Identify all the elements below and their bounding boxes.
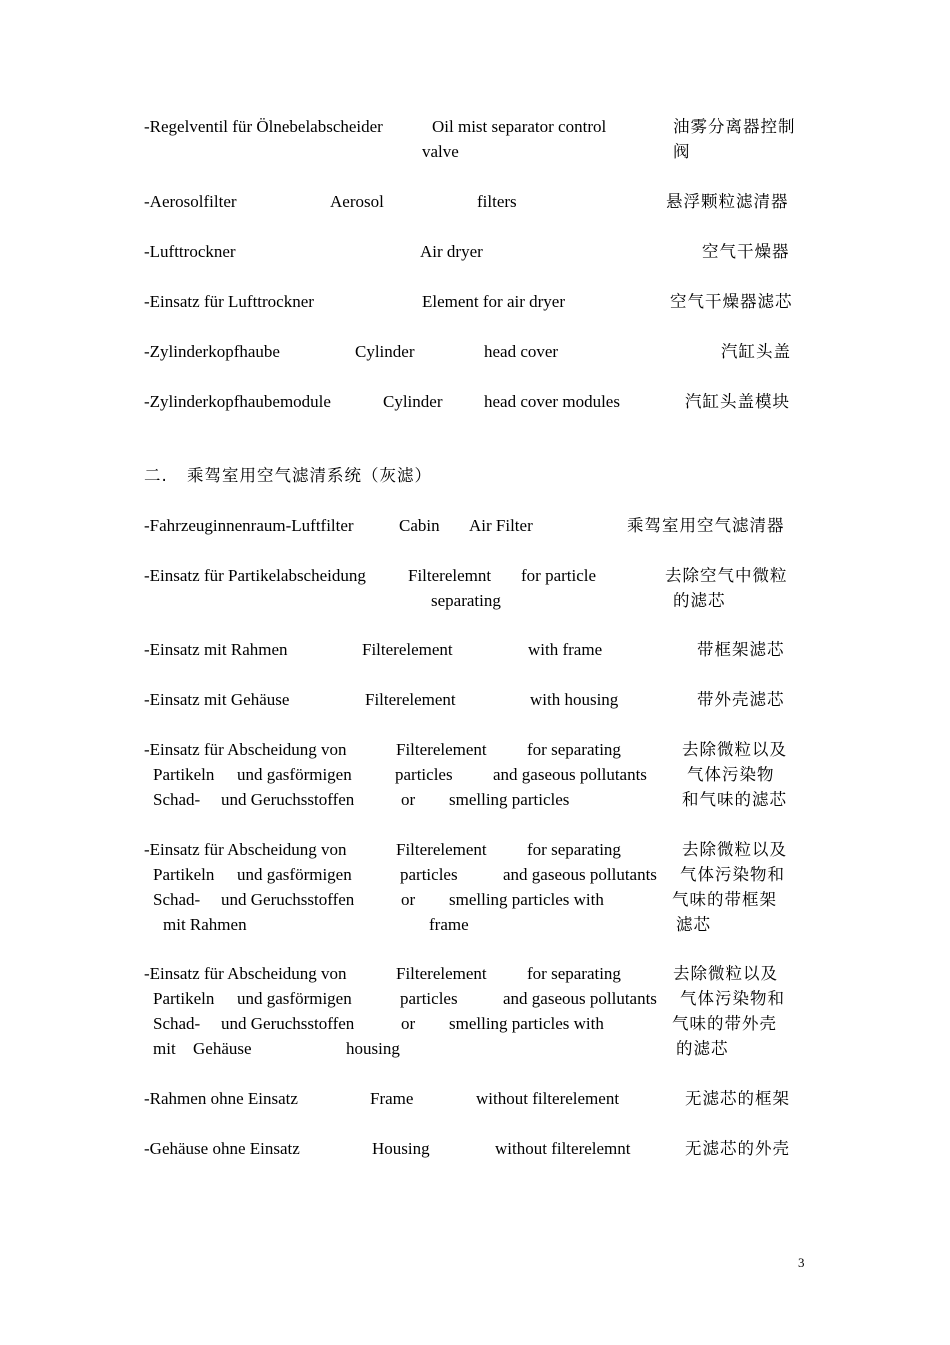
- entry-zh: 乘驾室用空气滤清器: [627, 516, 785, 535]
- entry-en: Cylinder: [355, 342, 415, 361]
- entry-zh: 空气干燥器滤芯: [670, 292, 793, 311]
- page-number: 3: [798, 1255, 805, 1270]
- entry-en: for particle: [521, 566, 597, 585]
- entry-en: Element for air dryer: [422, 292, 566, 311]
- entry-en: with housing: [530, 690, 619, 709]
- entry-zh: 气味的带外壳: [672, 1014, 777, 1033]
- entry-en: valve: [422, 142, 459, 161]
- entry-en: or: [401, 1014, 416, 1033]
- entry-en: Filterelemnt: [408, 566, 492, 585]
- entry-de: -Einsatz mit Rahmen: [144, 640, 288, 659]
- entry-en: and gaseous pollutants: [503, 989, 657, 1008]
- entry-de: -Einsatz für Lufttrockner: [144, 292, 314, 311]
- entry-de: -Aerosolfilter: [144, 192, 237, 211]
- entry-en: and gaseous pollutants: [493, 765, 647, 784]
- entry-en: head cover: [484, 342, 559, 361]
- entry-en: Filterelement: [365, 690, 456, 709]
- entry-de: -Rahmen ohne Einsatz: [144, 1089, 298, 1108]
- entry-de: -Zylinderkopfhaube: [144, 342, 280, 361]
- entry-zh: 滤芯: [676, 915, 711, 934]
- entry-en: particles: [395, 765, 453, 784]
- entry-de: -Einsatz mit Gehäuse: [144, 690, 290, 709]
- entry-zh: 去除微粒以及: [673, 964, 778, 983]
- section-number: 二.: [144, 466, 168, 485]
- entry-de: Partikeln: [153, 765, 215, 784]
- entry-zh: 气味的带框架: [672, 890, 777, 909]
- entry-en: Cylinder: [383, 392, 443, 411]
- entry-zh: 带外壳滤芯: [697, 690, 785, 709]
- entry-zh: 无滤芯的框架: [685, 1089, 790, 1108]
- entry-zh: 悬浮颗粒滤清器: [666, 192, 789, 211]
- entry-en: for separating: [527, 740, 621, 759]
- entry-zh: 去除微粒以及: [682, 840, 787, 859]
- entry-en: separating: [431, 591, 501, 610]
- entry-en: Air Filter: [469, 516, 533, 535]
- entry-de: und Geruchsstoffen: [221, 790, 355, 809]
- entry-zh: 汽缸头盖模块: [685, 392, 790, 411]
- entry-en: Filterelement: [396, 840, 487, 859]
- entry-de: -Zylinderkopfhaubemodule: [144, 392, 331, 411]
- entry-en: or: [401, 890, 416, 909]
- entry-zh: 空气干燥器: [702, 242, 790, 261]
- entry-en: Air dryer: [420, 242, 483, 261]
- entry-de: mit: [153, 1039, 176, 1058]
- entry-de: Gehäuse: [193, 1039, 252, 1058]
- entry-de: -Einsatz für Abscheidung von: [144, 840, 347, 859]
- entry-zh: 无滤芯的外壳: [685, 1139, 790, 1158]
- entry-de: -Lufttrockner: [144, 242, 236, 261]
- entry-en: smelling particles with: [449, 890, 604, 909]
- entry-en: or: [401, 790, 416, 809]
- entry-en: and gaseous pollutants: [503, 865, 657, 884]
- entry-de: -Einsatz für Partikelabscheidung: [144, 566, 366, 585]
- entry-en: smelling particles: [449, 790, 570, 809]
- entry-de: -Einsatz für Abscheidung von: [144, 964, 347, 983]
- entry-de: Schad-: [153, 790, 201, 809]
- entry-de: -Regelventil für Ölnebelabscheider: [144, 117, 383, 136]
- entry-zh: 和气味的滤芯: [682, 790, 787, 809]
- entry-zh: 的滤芯: [676, 1039, 729, 1058]
- entry-de: Schad-: [153, 890, 201, 909]
- entry-en: filters: [477, 192, 517, 211]
- entry-en: Filterelement: [362, 640, 453, 659]
- entry-de: -Gehäuse ohne Einsatz: [144, 1139, 300, 1158]
- entry-zh: 去除空气中微粒: [665, 566, 788, 585]
- entry-en: frame: [429, 915, 469, 934]
- entry-en: Oil mist separator control: [432, 117, 607, 136]
- entry-zh: 阀: [673, 142, 691, 161]
- entry-en: head cover modules: [484, 392, 620, 411]
- entry-zh: 去除微粒以及: [682, 740, 787, 759]
- entry-de: und gasförmigen: [237, 765, 352, 784]
- entry-de: und gasförmigen: [237, 989, 352, 1008]
- entry-de: -Einsatz für Abscheidung von: [144, 740, 347, 759]
- entry-de: und Geruchsstoffen: [221, 890, 355, 909]
- entry-en: particles: [400, 865, 458, 884]
- entry-de: -Fahrzeuginnenraum-Luftfilter: [144, 516, 354, 535]
- entry-en: Filterelement: [396, 740, 487, 759]
- entry-en: housing: [346, 1039, 400, 1058]
- entry-en: Frame: [370, 1089, 414, 1108]
- entry-de: Schad-: [153, 1014, 201, 1033]
- entry-en: particles: [400, 989, 458, 1008]
- entry-de: und Geruchsstoffen: [221, 1014, 355, 1033]
- entry-de: mit Rahmen: [163, 915, 247, 934]
- entry-zh: 气体污染物和: [680, 865, 785, 884]
- entry-zh: 气体污染物和: [680, 989, 785, 1008]
- entry-en: Filterelement: [396, 964, 487, 983]
- entry-de: und gasförmigen: [237, 865, 352, 884]
- entry-zh: 带框架滤芯: [697, 640, 785, 659]
- entry-de: Partikeln: [153, 865, 215, 884]
- entry-en: smelling particles with: [449, 1014, 604, 1033]
- entry-zh: 油雾分离器控制: [673, 117, 796, 136]
- entry-zh: 的滤芯: [673, 591, 726, 610]
- entry-de: Partikeln: [153, 989, 215, 1008]
- entry-en: without filterelement: [476, 1089, 620, 1108]
- entry-zh: 气体污染物: [687, 765, 775, 784]
- entry-en: Cabin: [399, 516, 440, 535]
- section-title: 乘驾室用空气滤清系统（灰滤）: [187, 466, 432, 485]
- entry-en: with frame: [528, 640, 603, 659]
- entry-en: for separating: [527, 964, 621, 983]
- entry-zh: 汽缸头盖: [721, 342, 791, 361]
- entry-en: for separating: [527, 840, 621, 859]
- entry-en: Housing: [372, 1139, 430, 1158]
- entry-en: Aerosol: [330, 192, 384, 211]
- entry-en: without filterelemnt: [495, 1139, 631, 1158]
